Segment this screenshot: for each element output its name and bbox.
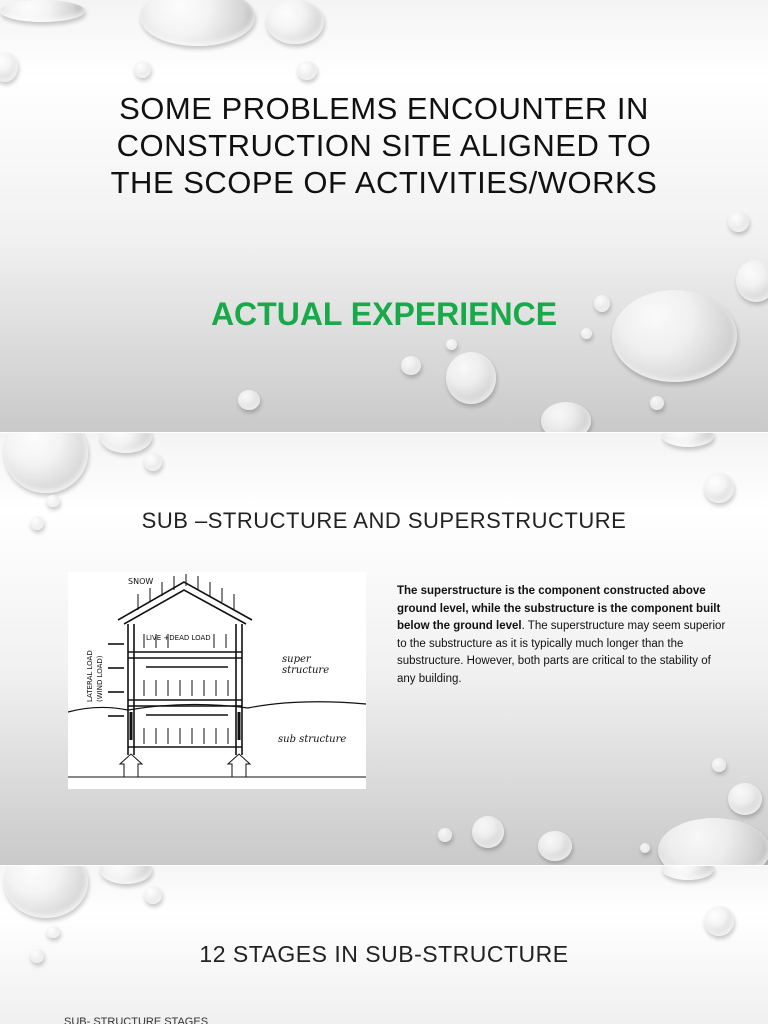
water-drop	[144, 453, 162, 471]
slide-body-text	[397, 583, 731, 688]
water-drop	[658, 818, 768, 866]
water-drop	[662, 866, 714, 880]
structure-label: structure	[282, 665, 330, 676]
slide-title	[0, 0, 768, 433]
structure-sketch	[68, 572, 366, 789]
water-drop	[4, 433, 88, 493]
slide-heading: 12 STAGES IN SUB-STRUCTURE	[199, 941, 569, 967]
water-drop	[100, 433, 152, 453]
water-drop	[640, 843, 650, 853]
water-drop	[538, 831, 572, 861]
lateral-load-label: LATERAL LOAD	[86, 650, 94, 702]
water-drop	[401, 356, 421, 375]
slide-heading: SUB –STRUCTURE AND SUPERSTRUCTURE	[141, 508, 627, 533]
slide-structure	[0, 433, 768, 866]
water-drop	[46, 926, 60, 938]
live-dead-load-label: LIVE +DEAD LOAD	[146, 634, 211, 642]
water-drop	[704, 906, 734, 936]
water-drop	[100, 866, 152, 884]
water-drop	[736, 260, 768, 302]
water-drop	[30, 516, 44, 530]
body-regular-text: . The superstructure may seem superior to the substructure as it is typically much longer than the substructure. However, both parts are critical to the stability of any building.	[397, 620, 726, 685]
water-drop	[472, 816, 504, 848]
water-drop	[266, 0, 324, 44]
slide-body-text: SUB- STRUCTURE STAGES	[64, 1016, 209, 1024]
structure-diagram	[68, 572, 366, 789]
water-drop	[30, 949, 44, 963]
slide-stages	[0, 866, 768, 1024]
water-drop	[134, 61, 151, 78]
water-drop	[144, 886, 162, 904]
water-drop	[140, 0, 255, 46]
water-drop	[446, 339, 457, 350]
water-drop	[541, 402, 591, 433]
body-bold-text: The superstructure is the component constructed above ground level, while the substructure is the component built below the ground level	[397, 585, 721, 632]
water-drop	[662, 433, 714, 447]
snow-label: SNOW	[128, 577, 154, 586]
water-drop	[0, 52, 18, 82]
water-drop	[238, 390, 260, 410]
super-label: super	[282, 654, 311, 665]
slide-subtitle: ACTUAL EXPERIENCE	[210, 296, 558, 332]
sub-structure-label: sub structure	[278, 734, 347, 745]
water-drop	[297, 61, 317, 80]
slide-title-heading: SOME PROBLEMS ENCOUNTER IN CONSTRUCTION SITE ALIGNED TO THE SCOPE OF ACTIVITIES/WORKS	[110, 91, 658, 200]
water-drop	[46, 495, 60, 507]
water-drop	[728, 783, 762, 815]
water-drop	[438, 828, 452, 842]
water-drop	[4, 866, 88, 918]
water-drop	[650, 396, 664, 410]
wind-load-label: (WIND LOAD)	[96, 655, 104, 702]
water-drop	[728, 212, 749, 232]
water-drop	[712, 758, 726, 772]
water-drop	[704, 473, 734, 503]
water-drop	[0, 0, 85, 22]
water-drop	[446, 352, 496, 404]
